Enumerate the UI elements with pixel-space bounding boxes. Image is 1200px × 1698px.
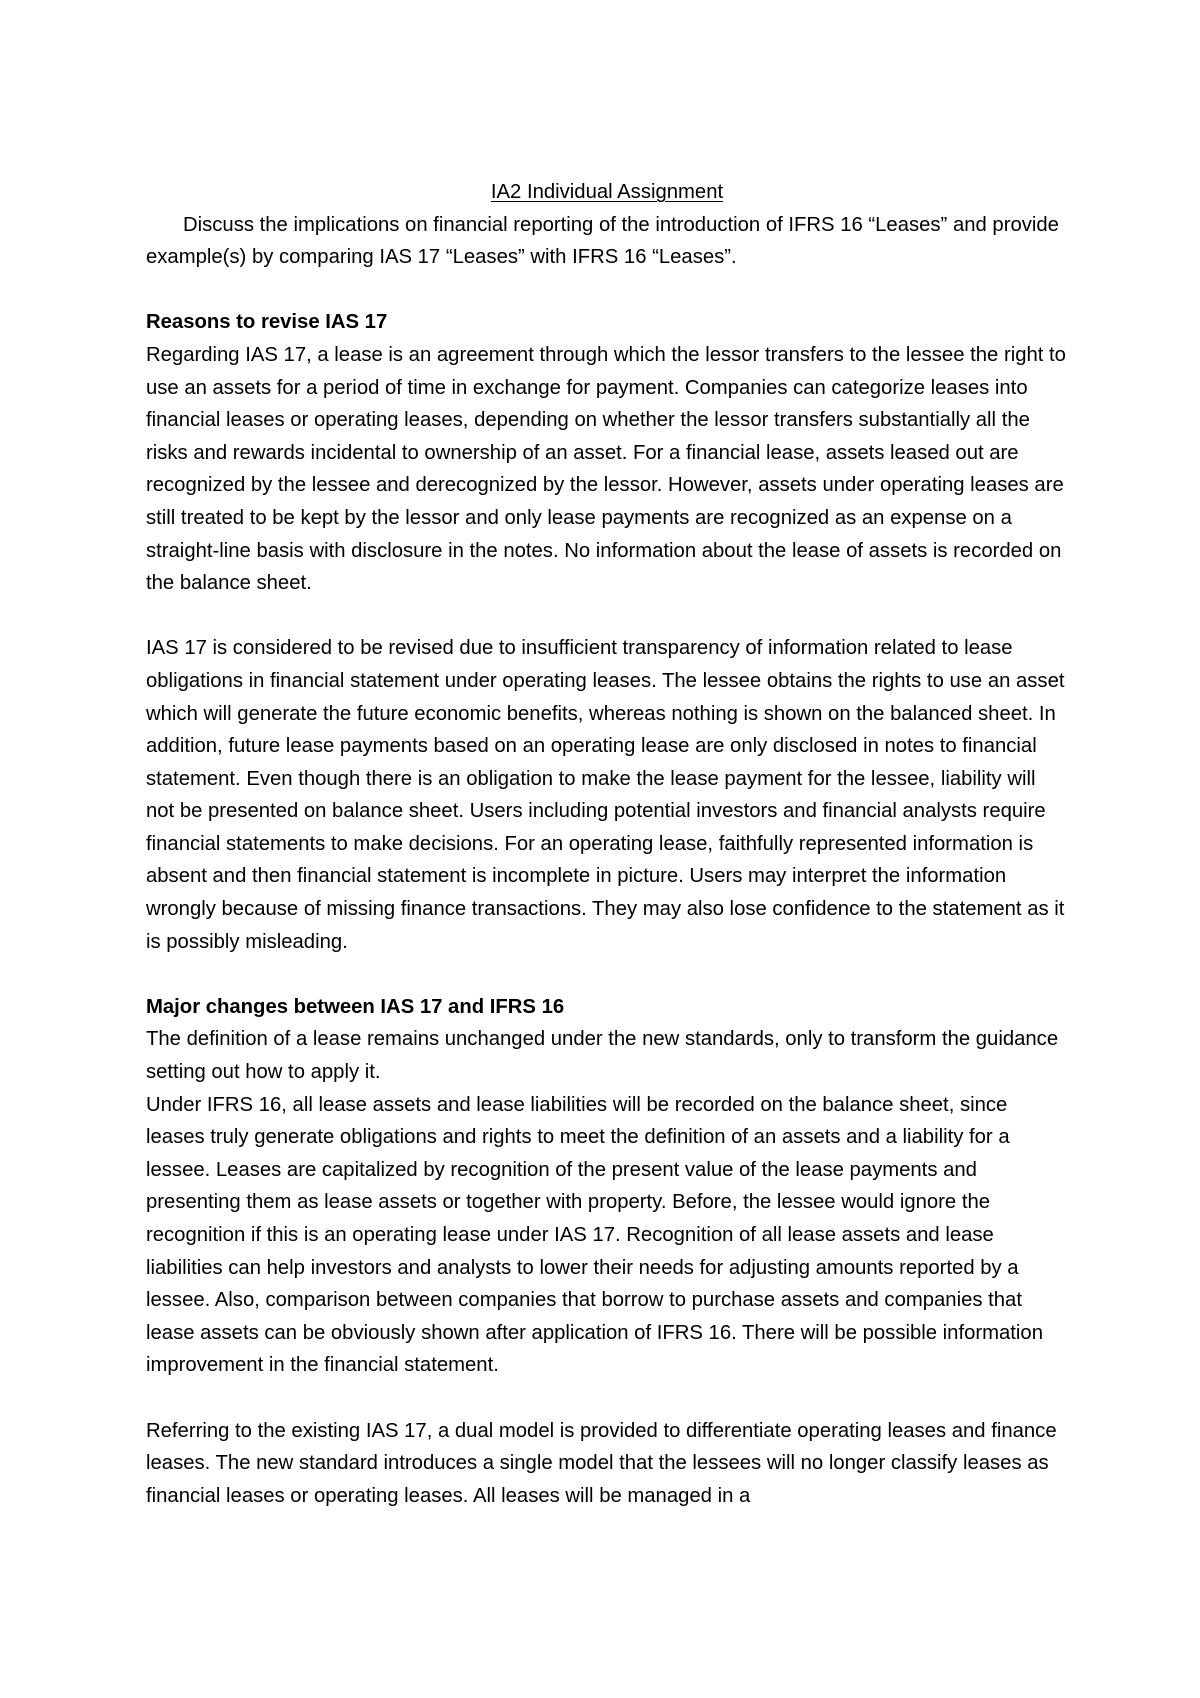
- document-body: [146, 176, 1068, 1512]
- paragraph-lease-definition: Regarding IAS 17, a lease is an agreement through which the lessor transfers to the lessee the right to use an assets for a period of time in exchange for payment. Companies can categorize leases into financial leases or operating leases, depending on whether the lessor transfers substantially all the risks and rewards incidental to ownership of an asset. For a financial lease, assets leased out are recognized by the lessee and derecognized by the lessor. However, assets under operating leases are still treated to be kept by the lessor and only lease payments are recognized as an expense on a straight-line basis with disclosure in the notes. No information about the lease of assets is recorded on the balance sheet.: [146, 343, 1066, 595]
- spacer: [146, 958, 1068, 991]
- spacer: [146, 274, 1068, 307]
- paragraph-dual-model: Referring to the existing IAS 17, a dual model is provided to differentiate operating leases and finance leases. The new standard introduces a single model that the lessees will no longer classify leases as financial leases or operating leases. All leases will be managed in a: [146, 1419, 1057, 1507]
- paragraph-ifrs16-recognition: Under IFRS 16, all lease assets and lease liabilities will be recorded on the balance sheet, since leases truly generate obligations and rights to meet the definition of an assets and a liability for a lessee. Leases are capitalized by recognition of the present value of the lease payments and presenting them as lease assets or together with property. Before, the lessee would ignore the recognition if this is an operating lease under IAS 17. Recognition of all lease assets and lease liabilities can help investors and analysts to lower their needs for adjusting amounts reported by a lessee. Also, comparison between companies that borrow to purchase assets and companies that lease assets can be obviously shown after application of IFRS 16. There will be possible information improvement in the financial statement.: [146, 1093, 1043, 1377]
- section-heading-reasons: Reasons to revise IAS 17: [146, 311, 388, 334]
- assignment-prompt: Discuss the implications on financial reporting of the introduction of IFRS 16 “Leases” and provide example(s) by comparing IAS 17 “Leases” with IFRS 16 “Leases”.: [146, 213, 1059, 269]
- spacer: [146, 1382, 1068, 1415]
- spacer: [146, 600, 1068, 633]
- paragraph-revision-reasons: IAS 17 is considered to be revised due to insufficient transparency of information related to lease obligations in financial statement under operating leases. The lessee obtains the rights to use an asset which will generate the future economic benefits, whereas nothing is shown on the balanced sheet. In addition, future lease payments based on an operating lease are only disclosed in notes to financial statement. Even though there is an obligation to make the lease payment for the lessee, liability will not be presented on balance sheet. Users including potential investors and financial analysts require financial statements to make decisions. For an operating lease, faithfully represented information is absent and then financial statement is incomplete in picture. Users may interpret the information wrongly because of missing finance transactions. They may also lose confidence to the statement as it is possibly misleading.: [146, 637, 1065, 953]
- document-title: IA2 Individual Assignment: [490, 181, 724, 203]
- section-heading-major-changes: Major changes between IAS 17 and IFRS 16: [146, 995, 565, 1018]
- paragraph-definition-unchanged: The definition of a lease remains unchanged under the new standards, only to transform the guidance setting out how to apply it.: [146, 1028, 1059, 1084]
